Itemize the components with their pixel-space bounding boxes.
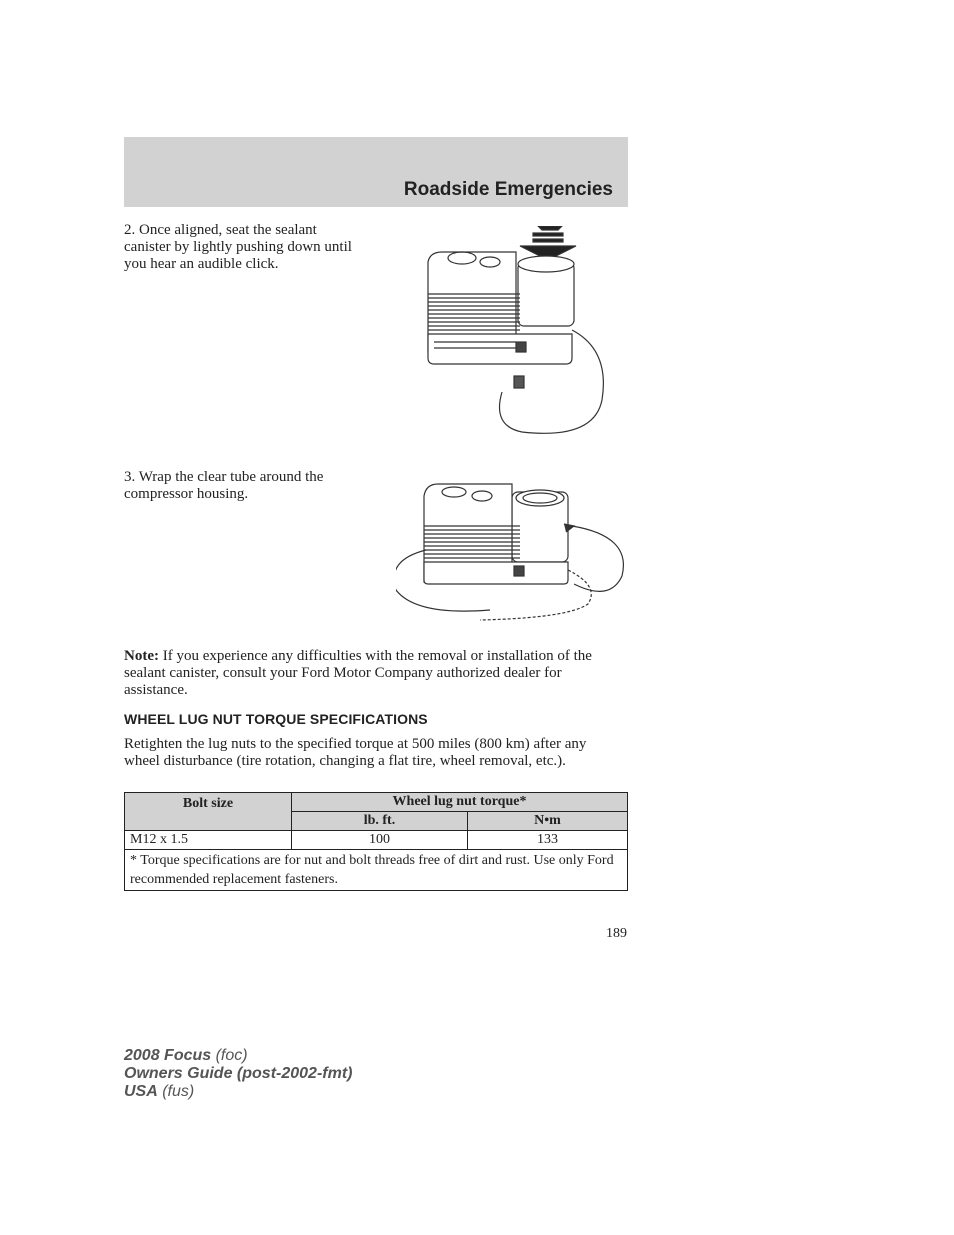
note-label: Note: xyxy=(124,648,159,664)
cell-bolt-size: M12 x 1.5 xyxy=(125,831,292,850)
compressor-wrap-tube-figure xyxy=(396,478,626,626)
footer-model: 2008 Focus xyxy=(124,1047,212,1064)
step-3-text: 3. Wrap the clear tube around the compressor housing. xyxy=(124,469,324,502)
header-bolt-size: Bolt size xyxy=(125,793,292,831)
cell-lb-ft: 100 xyxy=(292,831,468,850)
note-text: If you experience any difficulties with the removal or installation of the sealant canister, consult your Ford Motor Company authorized dealer for assistance. xyxy=(124,648,592,698)
header-band xyxy=(124,137,628,207)
page-number: 189 xyxy=(606,926,627,941)
table-row xyxy=(125,831,628,850)
footer-market: USA xyxy=(124,1083,158,1100)
step-2-text: 2. Once aligned, seat the sealant canister by lightly pushing down until you hear an audible click. xyxy=(124,222,352,272)
torque-spec-table xyxy=(124,792,628,891)
header-nm: N•m xyxy=(467,812,627,831)
section-title: Roadside Emergencies xyxy=(403,179,613,200)
footer-market-code: (fus) xyxy=(157,1083,195,1100)
header-wheel-lug-nut-torque: Wheel lug nut torque* xyxy=(292,793,628,812)
footer-guide: Owners Guide (post-2002-fmt) xyxy=(124,1065,353,1082)
torque-section-heading: WHEEL LUG NUT TORQUE SPECIFICATIONS xyxy=(124,711,428,727)
table-footnote: * Torque specifications are for nut and bolt threads free of dirt and rust. Use only Ford recommended replacement fasteners. xyxy=(125,850,628,891)
header-lb-ft: lb. ft. xyxy=(292,812,468,831)
footer-model-code: (foc) xyxy=(211,1047,248,1064)
cell-nm: 133 xyxy=(467,831,627,850)
note-paragraph xyxy=(124,648,624,699)
torque-paragraph: Retighten the lug nuts to the specified torque at 500 miles (800 km) after any wheel disturbance (tire rotation, changing a flat tire, wheel removal, etc.). xyxy=(124,736,587,769)
document-footer xyxy=(124,1047,352,1101)
compressor-seat-canister-figure xyxy=(420,226,610,441)
